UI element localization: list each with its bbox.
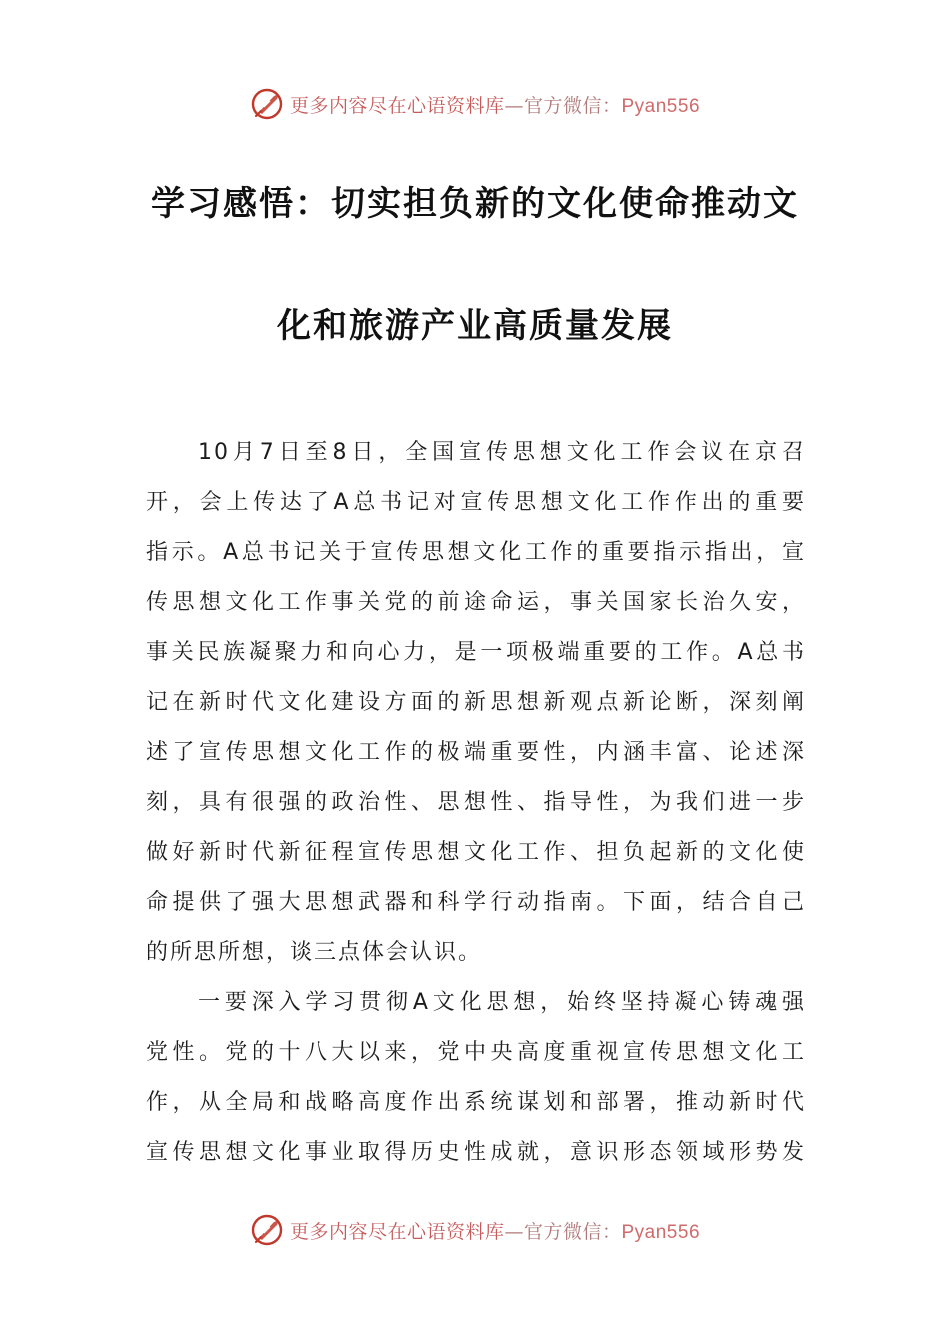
document-body	[146, 428, 806, 1178]
body-line: 记在新时代文化建设方面的新思想新观点新论断，深刻阐	[146, 690, 806, 715]
body-line: 宣传思想文化事业取得历史性成就，意识形态领域形势发	[146, 1140, 806, 1165]
body-line: 命提供了强大思想武器和科学行动指南。下面，结合自己	[146, 890, 806, 915]
quill-logo-icon	[250, 87, 284, 121]
body-line: 开，会上传达了A总书记对宣传思想文化工作作出的重要	[146, 490, 806, 515]
body-line: 传思想文化工作事关党的前途命运，事关国家长治久安，	[146, 590, 806, 615]
body-line: 的所思所想，谈三点体会认识。	[146, 940, 483, 965]
body-line: 作，从全局和战略高度作出系统谋划和部署，推动新时代	[146, 1090, 806, 1115]
header-wechat-id: Pyan556	[621, 95, 701, 117]
header-banner-text: 更多内容尽在心语资料库—官方微信：Pyan556	[289, 94, 701, 117]
footer-watermark-banner	[0, 1208, 950, 1252]
body-line: 一要深入学习贯彻A文化思想，始终坚持凝心铸魂强	[198, 990, 806, 1015]
body-line: 做好新时代新征程宣传思想文化工作、担负起新的文化使	[146, 840, 806, 865]
footer-banner-text: 更多内容尽在心语资料库—官方微信：Pyan556	[289, 1220, 701, 1243]
document-title-line-2: 化和旅游产业高质量发展	[277, 306, 673, 346]
body-line: 述了宣传思想文化工作的极端重要性，内涵丰富、论述深	[146, 740, 806, 765]
header-watermark-banner	[0, 82, 950, 126]
body-line: 10月7日至8日，全国宣传思想文化工作会议在京召	[198, 440, 806, 465]
body-line: 党性。党的十八大以来，党中央高度重视宣传思想文化工	[146, 1040, 806, 1065]
body-line: 指示。A总书记关于宣传思想文化工作的重要指示指出，宣	[146, 540, 806, 565]
body-line: 刻，具有很强的政治性、思想性、指导性，为我们进一步	[146, 790, 806, 815]
document-title-line-1: 学习感悟：切实担负新的文化使命推动文	[151, 184, 799, 224]
body-line: 事关民族凝聚力和向心力，是一项极端重要的工作。A总书	[146, 640, 806, 665]
footer-wechat-id: Pyan556	[621, 1221, 701, 1243]
quill-logo-icon	[250, 1213, 284, 1247]
